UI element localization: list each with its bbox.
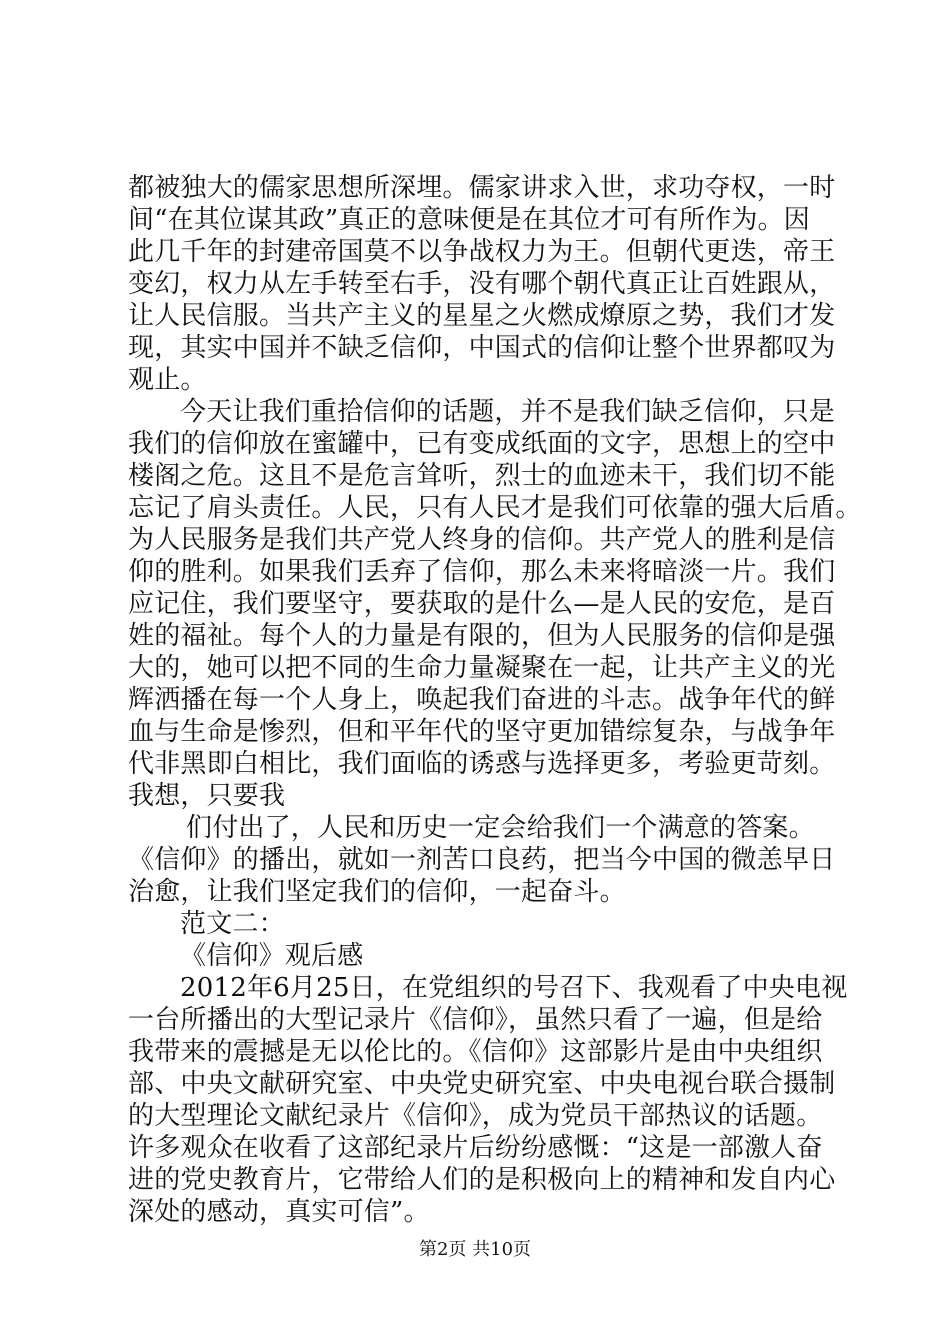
text-line: 我带来的震撼是无以伦比的。《信仰》这部影片是由中央组织 [128,1037,823,1067]
text-line: 应记住，我们要坚守，要获取的是什么—是人民的安危，是百 [128,589,836,619]
text-line: 姓的福祉。每个人的力量是有限的，但为人民服务的信仰是强 [128,621,836,651]
page-number-footer: 第2页 共10页 [418,1239,532,1260]
text-line: 忘记了肩头责任。人民，只有人民才是我们可依靠的强大后盾。 [128,493,862,523]
text-line: 楼阁之危。这且不是危言耸听，烈士的血迹未干，我们切不能 [128,461,836,491]
text-line: 进的党史教育片，它带给人们的是积极向上的精神和发自内心 [128,1165,836,1195]
article-title: 《信仰》观后感 [180,941,364,971]
text-line: 代非黑即白相比，我们面临的诱惑与选择更多，考验更苛刻。 [128,749,836,779]
text-line: 让人民信服。当共产主义的星星之火燃成燎原之势，我们才发 [128,301,836,331]
text-line: 深处的感动，真实可信”。 [128,1197,430,1227]
text-line: 辉洒播在每一个人身上，唤起我们奋进的斗志。战争年代的鲜 [128,685,836,715]
text-line: 为人民服务是我们共产党人终身的信仰。共产党人的胜利是信 [128,525,836,555]
text-line: 血与生命是惨烈，但和平年代的坚守更加错综复杂，与战争年 [128,717,836,747]
text-line: 《信仰》的播出，就如一剂苦口良药，把当今中国的微恙早日 [128,845,836,875]
document-body [128,172,862,1228]
text-line: 变幻，权力从左手转至右手，没有哪个朝代真正让百姓跟从， [128,269,836,299]
text-line: 间“在其位谋其政”真正的意味便是在其位才可有所作为。因 [128,205,810,235]
paragraph-start-line: 们付出了，人民和历史一定会给我们一个满意的答案。 [186,813,815,843]
paragraph-start-line: 2012年6月25日，在党组织的号召下、我观看了中央电视 [180,973,848,1003]
text-line: 一台所播出的大型记录片《信仰》，虽然只看了一遍，但是给 [128,1005,823,1035]
text-line: 我们的信仰放在蜜罐中，已有变成纸面的文字，思想上的空中 [128,429,836,459]
text-line: 现，其实中国并不缺乏信仰，中国式的信仰让整个世界都叹为 [128,333,836,363]
text-line: 都被独大的儒家思想所深埋。儒家讲求入世，求功夺权，一时 [128,173,836,203]
text-line: 许多观众在收看了这部纪录片后纷纷感慨：“这是一部激人奋 [128,1133,823,1163]
paragraph-start-line: 今天让我们重拾信仰的话题，并不是我们缺乏信仰，只是 [180,397,836,427]
section-heading: 范文二： [180,909,285,939]
text-line: 的大型理论文献纪录片《信仰》，成为党员干部热议的话题。 [128,1101,823,1131]
text-line: 此几千年的封建帝国莫不以争战权力为王。但朝代更迭，帝王 [128,237,836,267]
text-line: 观止。 [128,365,207,395]
text-line: 我想，只要我 [128,781,286,811]
text-line: 部、中央文献研究室、中央党史研究室、中央电视台联合摄制 [128,1069,836,1099]
text-line: 治愈，让我们坚定我们的信仰，一起奋斗。 [128,877,626,907]
text-line: 大的，她可以把不同的生命力量凝聚在一起，让共产主义的光 [128,653,836,683]
text-line: 仰的胜利。如果我们丢弃了信仰，那么未来将暗淡一片。我们 [128,557,836,587]
